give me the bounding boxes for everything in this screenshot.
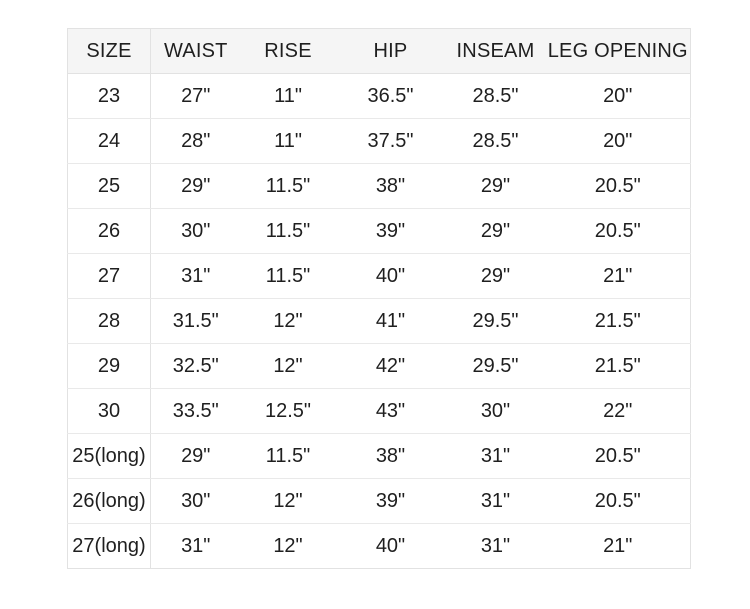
- size-chart-header: [68, 29, 691, 74]
- measurement-cell: 28.5": [446, 119, 546, 164]
- size-chart-table: [67, 28, 691, 569]
- measurement-cell: 12": [241, 344, 336, 389]
- table-row: [68, 254, 691, 299]
- table-row: [68, 74, 691, 119]
- measurement-cell: 12": [241, 299, 336, 344]
- measurement-cell: 21": [546, 524, 691, 569]
- measurement-cell: 32.5": [151, 344, 241, 389]
- measurement-cell: 38": [336, 164, 446, 209]
- measurement-cell: 20.5": [546, 434, 691, 479]
- measurement-cell: 29": [151, 434, 241, 479]
- size-cell: 30: [68, 389, 151, 434]
- column-header-hip: HIP: [336, 29, 446, 74]
- measurement-cell: 29.5": [446, 344, 546, 389]
- measurement-cell: 30": [151, 209, 241, 254]
- measurement-cell: 27": [151, 74, 241, 119]
- measurement-cell: 33.5": [151, 389, 241, 434]
- measurement-cell: 29": [446, 164, 546, 209]
- measurement-cell: 42": [336, 344, 446, 389]
- table-row: [68, 164, 691, 209]
- measurement-cell: 12": [241, 524, 336, 569]
- table-row: [68, 524, 691, 569]
- table-row: [68, 434, 691, 479]
- column-header-rise: RISE: [241, 29, 336, 74]
- measurement-cell: 21.5": [546, 299, 691, 344]
- measurement-cell: 37.5": [336, 119, 446, 164]
- measurement-cell: 29.5": [446, 299, 546, 344]
- table-row: [68, 209, 691, 254]
- size-cell: 28: [68, 299, 151, 344]
- size-cell: 25(long): [68, 434, 151, 479]
- size-chart-body: [68, 74, 691, 569]
- measurement-cell: 11.5": [241, 254, 336, 299]
- measurement-cell: 11.5": [241, 434, 336, 479]
- measurement-cell: 20.5": [546, 164, 691, 209]
- measurement-cell: 12": [241, 479, 336, 524]
- measurement-cell: 43": [336, 389, 446, 434]
- measurement-cell: 29": [446, 209, 546, 254]
- column-header-size: SIZE: [68, 29, 151, 74]
- measurement-cell: 31": [446, 479, 546, 524]
- header-row: [68, 29, 691, 74]
- measurement-cell: 11": [241, 119, 336, 164]
- measurement-cell: 39": [336, 209, 446, 254]
- measurement-cell: 29": [446, 254, 546, 299]
- size-cell: 26(long): [68, 479, 151, 524]
- measurement-cell: 41": [336, 299, 446, 344]
- measurement-cell: 31": [151, 254, 241, 299]
- measurement-cell: 20.5": [546, 209, 691, 254]
- table-row: [68, 119, 691, 164]
- measurement-cell: 20.5": [546, 479, 691, 524]
- measurement-cell: 30": [151, 479, 241, 524]
- measurement-cell: 28.5": [446, 74, 546, 119]
- size-chart: [67, 28, 690, 569]
- measurement-cell: 29": [151, 164, 241, 209]
- column-header-leg-opening: LEG OPENING: [546, 29, 691, 74]
- measurement-cell: 11.5": [241, 209, 336, 254]
- measurement-cell: 38": [336, 434, 446, 479]
- measurement-cell: 20": [546, 74, 691, 119]
- measurement-cell: 40": [336, 254, 446, 299]
- measurement-cell: 11": [241, 74, 336, 119]
- measurement-cell: 21.5": [546, 344, 691, 389]
- measurement-cell: 31": [446, 524, 546, 569]
- table-row: [68, 389, 691, 434]
- table-row: [68, 344, 691, 389]
- size-cell: 26: [68, 209, 151, 254]
- size-cell: 27: [68, 254, 151, 299]
- measurement-cell: 30": [446, 389, 546, 434]
- measurement-cell: 31.5": [151, 299, 241, 344]
- measurement-cell: 22": [546, 389, 691, 434]
- size-cell: 25: [68, 164, 151, 209]
- measurement-cell: 39": [336, 479, 446, 524]
- measurement-cell: 12.5": [241, 389, 336, 434]
- size-cell: 23: [68, 74, 151, 119]
- measurement-cell: 31": [151, 524, 241, 569]
- measurement-cell: 11.5": [241, 164, 336, 209]
- table-row: [68, 479, 691, 524]
- column-header-waist: WAIST: [151, 29, 241, 74]
- column-header-inseam: INSEAM: [446, 29, 546, 74]
- size-cell: 27(long): [68, 524, 151, 569]
- measurement-cell: 20": [546, 119, 691, 164]
- measurement-cell: 31": [446, 434, 546, 479]
- measurement-cell: 40": [336, 524, 446, 569]
- table-row: [68, 299, 691, 344]
- size-cell: 24: [68, 119, 151, 164]
- measurement-cell: 21": [546, 254, 691, 299]
- size-cell: 29: [68, 344, 151, 389]
- measurement-cell: 36.5": [336, 74, 446, 119]
- measurement-cell: 28": [151, 119, 241, 164]
